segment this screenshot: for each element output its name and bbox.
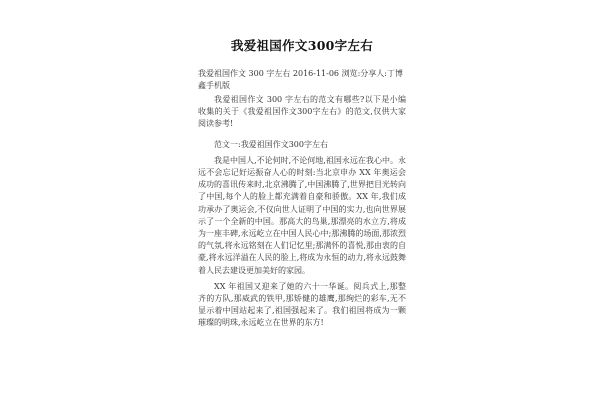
article <box>198 36 406 330</box>
body-paragraph-2: XX 年祖国又迎来了她的六十一华诞。阅兵式上,那整齐的方队,那威武的铁甲,那矫健的雄鹰,那绚烂的彩车,无不显示着中国站起来了,祖国强起来了。我们祖国将成为一颗璀璨的明珠,永远屹立在世界的东方! <box>198 281 406 328</box>
article-meta: 我爱祖国作文 300 字左右 2016-11-06 浏览:分享人:丁博鑫手机版 <box>198 69 403 90</box>
page-title: 我爱祖国作文300字左右 <box>230 38 374 53</box>
intro-paragraph: 我爱祖国作文 300 字左右的范文有哪些?以下是小编收集的关于《我爱祖国作文300字左右》的范文,仅供大家阅读参考! <box>198 95 406 129</box>
body-paragraph-1: 我是中国人,不论何时,不论何地,祖国永远在我心中。永远不会忘记好运振奋人心的时刻:当北京申办 XX 年奥运会成功的喜讯传来时,北京沸腾了,中国沸腾了,世界把目光转向了中国,每个人的脸上都充满着自豪和骄傲。XX 年,我们成功承办了奥运会,不仅向世人证明了中国的实力,也向世界展示了一个全新的中国。那高大的鸟巢,那漂亮的水立方,将成为一座丰碑,永远屹立在中国人民心中;那沸腾的场面,那浓烈的气氛,将永远铭刻在人们记忆里;那满怀的喜悦,那由衷的自豪,将永远洋溢在人民的脸上,将成为永恒的动力,将永远鼓舞着人民去建设更加美好的家园。 <box>198 155 406 275</box>
section-heading: 范文一:我爱祖国作文300字左右 <box>214 139 328 149</box>
